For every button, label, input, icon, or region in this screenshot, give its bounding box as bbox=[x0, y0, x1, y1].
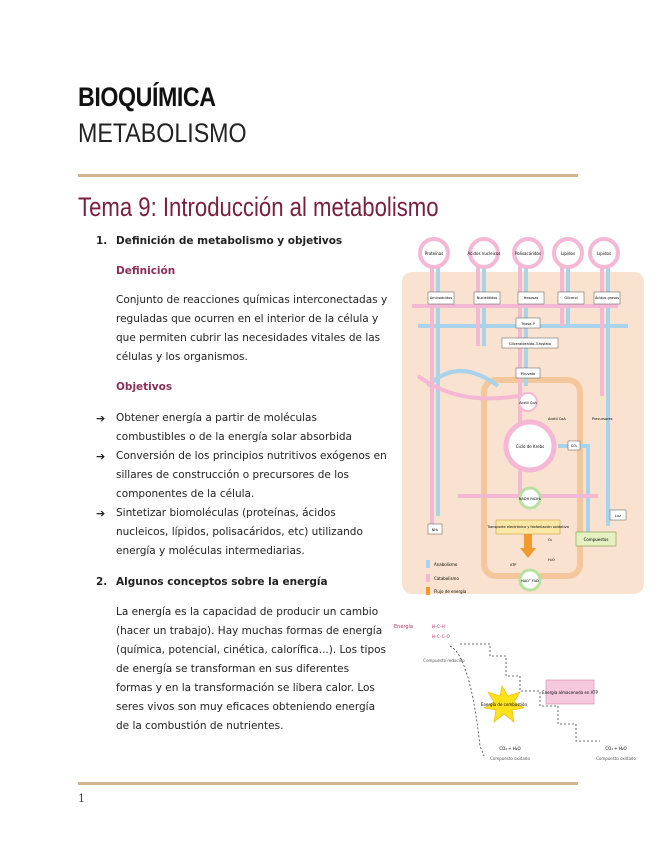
section-2-heading bbox=[96, 576, 328, 588]
nad-label: NAD⁺ FAD bbox=[521, 579, 539, 583]
bottom-divider bbox=[78, 782, 578, 785]
legend-anabolismo: Anabolismo bbox=[434, 562, 458, 567]
monomer-label: Nucleótidos bbox=[476, 296, 498, 300]
objective-item: ➔ Obtener energía a partir de moléculas combustibles o de la energía solar absorbida bbox=[116, 409, 388, 447]
product-left: CO₂ + H₂O bbox=[499, 746, 521, 751]
section-1-heading bbox=[96, 235, 343, 247]
burst-label: Energía de combustión bbox=[480, 702, 528, 707]
compuestos-label: Compuestos bbox=[583, 537, 609, 542]
transport-label: Transporte electrónico y fosforilación oxidativa bbox=[487, 525, 569, 529]
definition-label: Definición bbox=[116, 265, 176, 277]
precursores-label: Precursores bbox=[592, 417, 613, 421]
objectives-label: Objetivos bbox=[116, 381, 173, 393]
oxidized-left-label: Compuesto oxidado bbox=[490, 756, 530, 761]
top-divider bbox=[78, 174, 578, 177]
section-1-number: 1. bbox=[96, 235, 108, 247]
objective-item: ➔ Conversión de los principios nutritivos exógenos en sillares de construcción o precursores de los componentes de la célula. bbox=[116, 447, 388, 504]
monomer-label: Hexosas bbox=[523, 296, 539, 300]
node-label: Lípidos bbox=[560, 251, 576, 256]
document-title: BIOQUÍMICA bbox=[78, 82, 216, 112]
topic-title: Tema 9: Introducción al metabolismo bbox=[78, 192, 439, 222]
luz-label: Luz bbox=[615, 514, 621, 518]
objectives-list bbox=[96, 409, 388, 561]
gap-label: Gliceraldehído-3-fosfato bbox=[508, 342, 552, 346]
oxidized-right-label: Compuesto oxidado bbox=[596, 756, 636, 761]
objective-item: ➔ Sintetizar biomoléculas (proteínas, ácidos nucleicos, lípidos, polisacáridos, etc) utilizando energía y moléculas intermediarias. bbox=[116, 504, 388, 561]
node-label: Ácidos nucleicos bbox=[467, 251, 501, 256]
nh3-label: NH₃ bbox=[431, 528, 439, 532]
section-2-title: Algunos conceptos sobre la energía bbox=[116, 576, 328, 588]
section-2-number: 2. bbox=[96, 576, 108, 588]
nadh-label: NADH FADH₂ bbox=[518, 497, 542, 501]
node-label: Proteínas bbox=[424, 251, 444, 256]
energy-paragraph: La energía es la capacidad de producir un cambio (hacer un trabajo). Hay muchas formas de energía (química, potencial, cinética, calorífica...). Los tipos de energía se transforman en sus diferentes formas y en la transformación se libera calor. Los seres vivos son muy eficaces obteniendo energía de la combustión de nutrientes. bbox=[116, 606, 387, 732]
legend-catabolismo: Catabolismo bbox=[434, 576, 459, 581]
monomer-label: Glicerol bbox=[564, 296, 578, 300]
metabolism-diagram bbox=[398, 236, 648, 598]
energy-axis-label: Energía bbox=[394, 624, 413, 630]
h2o-label: H₂O bbox=[548, 558, 555, 562]
document-subtitle: METABOLISMO bbox=[78, 118, 247, 148]
section-1-title: Definición de metabolismo y objetivos bbox=[116, 235, 343, 247]
legend-energia: Flujo de energía bbox=[434, 589, 467, 594]
formula-glyphs: H–C–C–O bbox=[432, 634, 450, 639]
node-label: Polisacáridos bbox=[515, 251, 541, 256]
monomer-label: Ácidos grasos bbox=[594, 296, 620, 300]
node-label: Lípidos bbox=[596, 251, 612, 256]
top-nodes bbox=[420, 239, 618, 267]
arrow-right-icon: ➔ bbox=[96, 450, 106, 463]
krebs-label: Ciclo de Krebs bbox=[515, 444, 545, 449]
atp-label: ATP bbox=[510, 563, 517, 567]
arrow-right-icon: ➔ bbox=[96, 507, 106, 520]
o2-label: O₂ bbox=[548, 538, 553, 542]
energy-cascade-figure bbox=[390, 616, 640, 772]
arrow-right-icon: ➔ bbox=[96, 412, 106, 425]
formula-glyphs: H–C–H bbox=[432, 624, 445, 629]
definition-text: Conjunto de reacciones químicas interconectadas y reguladas que ocurren en el interior de la célula y que permiten cubrir las necesidades vitales de las células y los organismos. bbox=[116, 294, 388, 363]
monomer-label: Aminoácidos bbox=[429, 296, 453, 300]
atp-storage-label: Energía almacenada en ATP bbox=[542, 690, 598, 695]
acetyl-label: Acetil CoA bbox=[519, 401, 537, 405]
triosa-label: Triosa-P bbox=[521, 322, 535, 326]
co2-label: CO₂ bbox=[570, 444, 578, 448]
piruvato-label: Piruvato bbox=[520, 372, 536, 376]
page-number: 1 bbox=[78, 792, 85, 805]
acetyl-side-label: Acetil CoA bbox=[548, 417, 566, 421]
product-right: CO₂ + H₂O bbox=[605, 746, 627, 751]
reduced-label: Compuesto reducido bbox=[423, 658, 465, 663]
